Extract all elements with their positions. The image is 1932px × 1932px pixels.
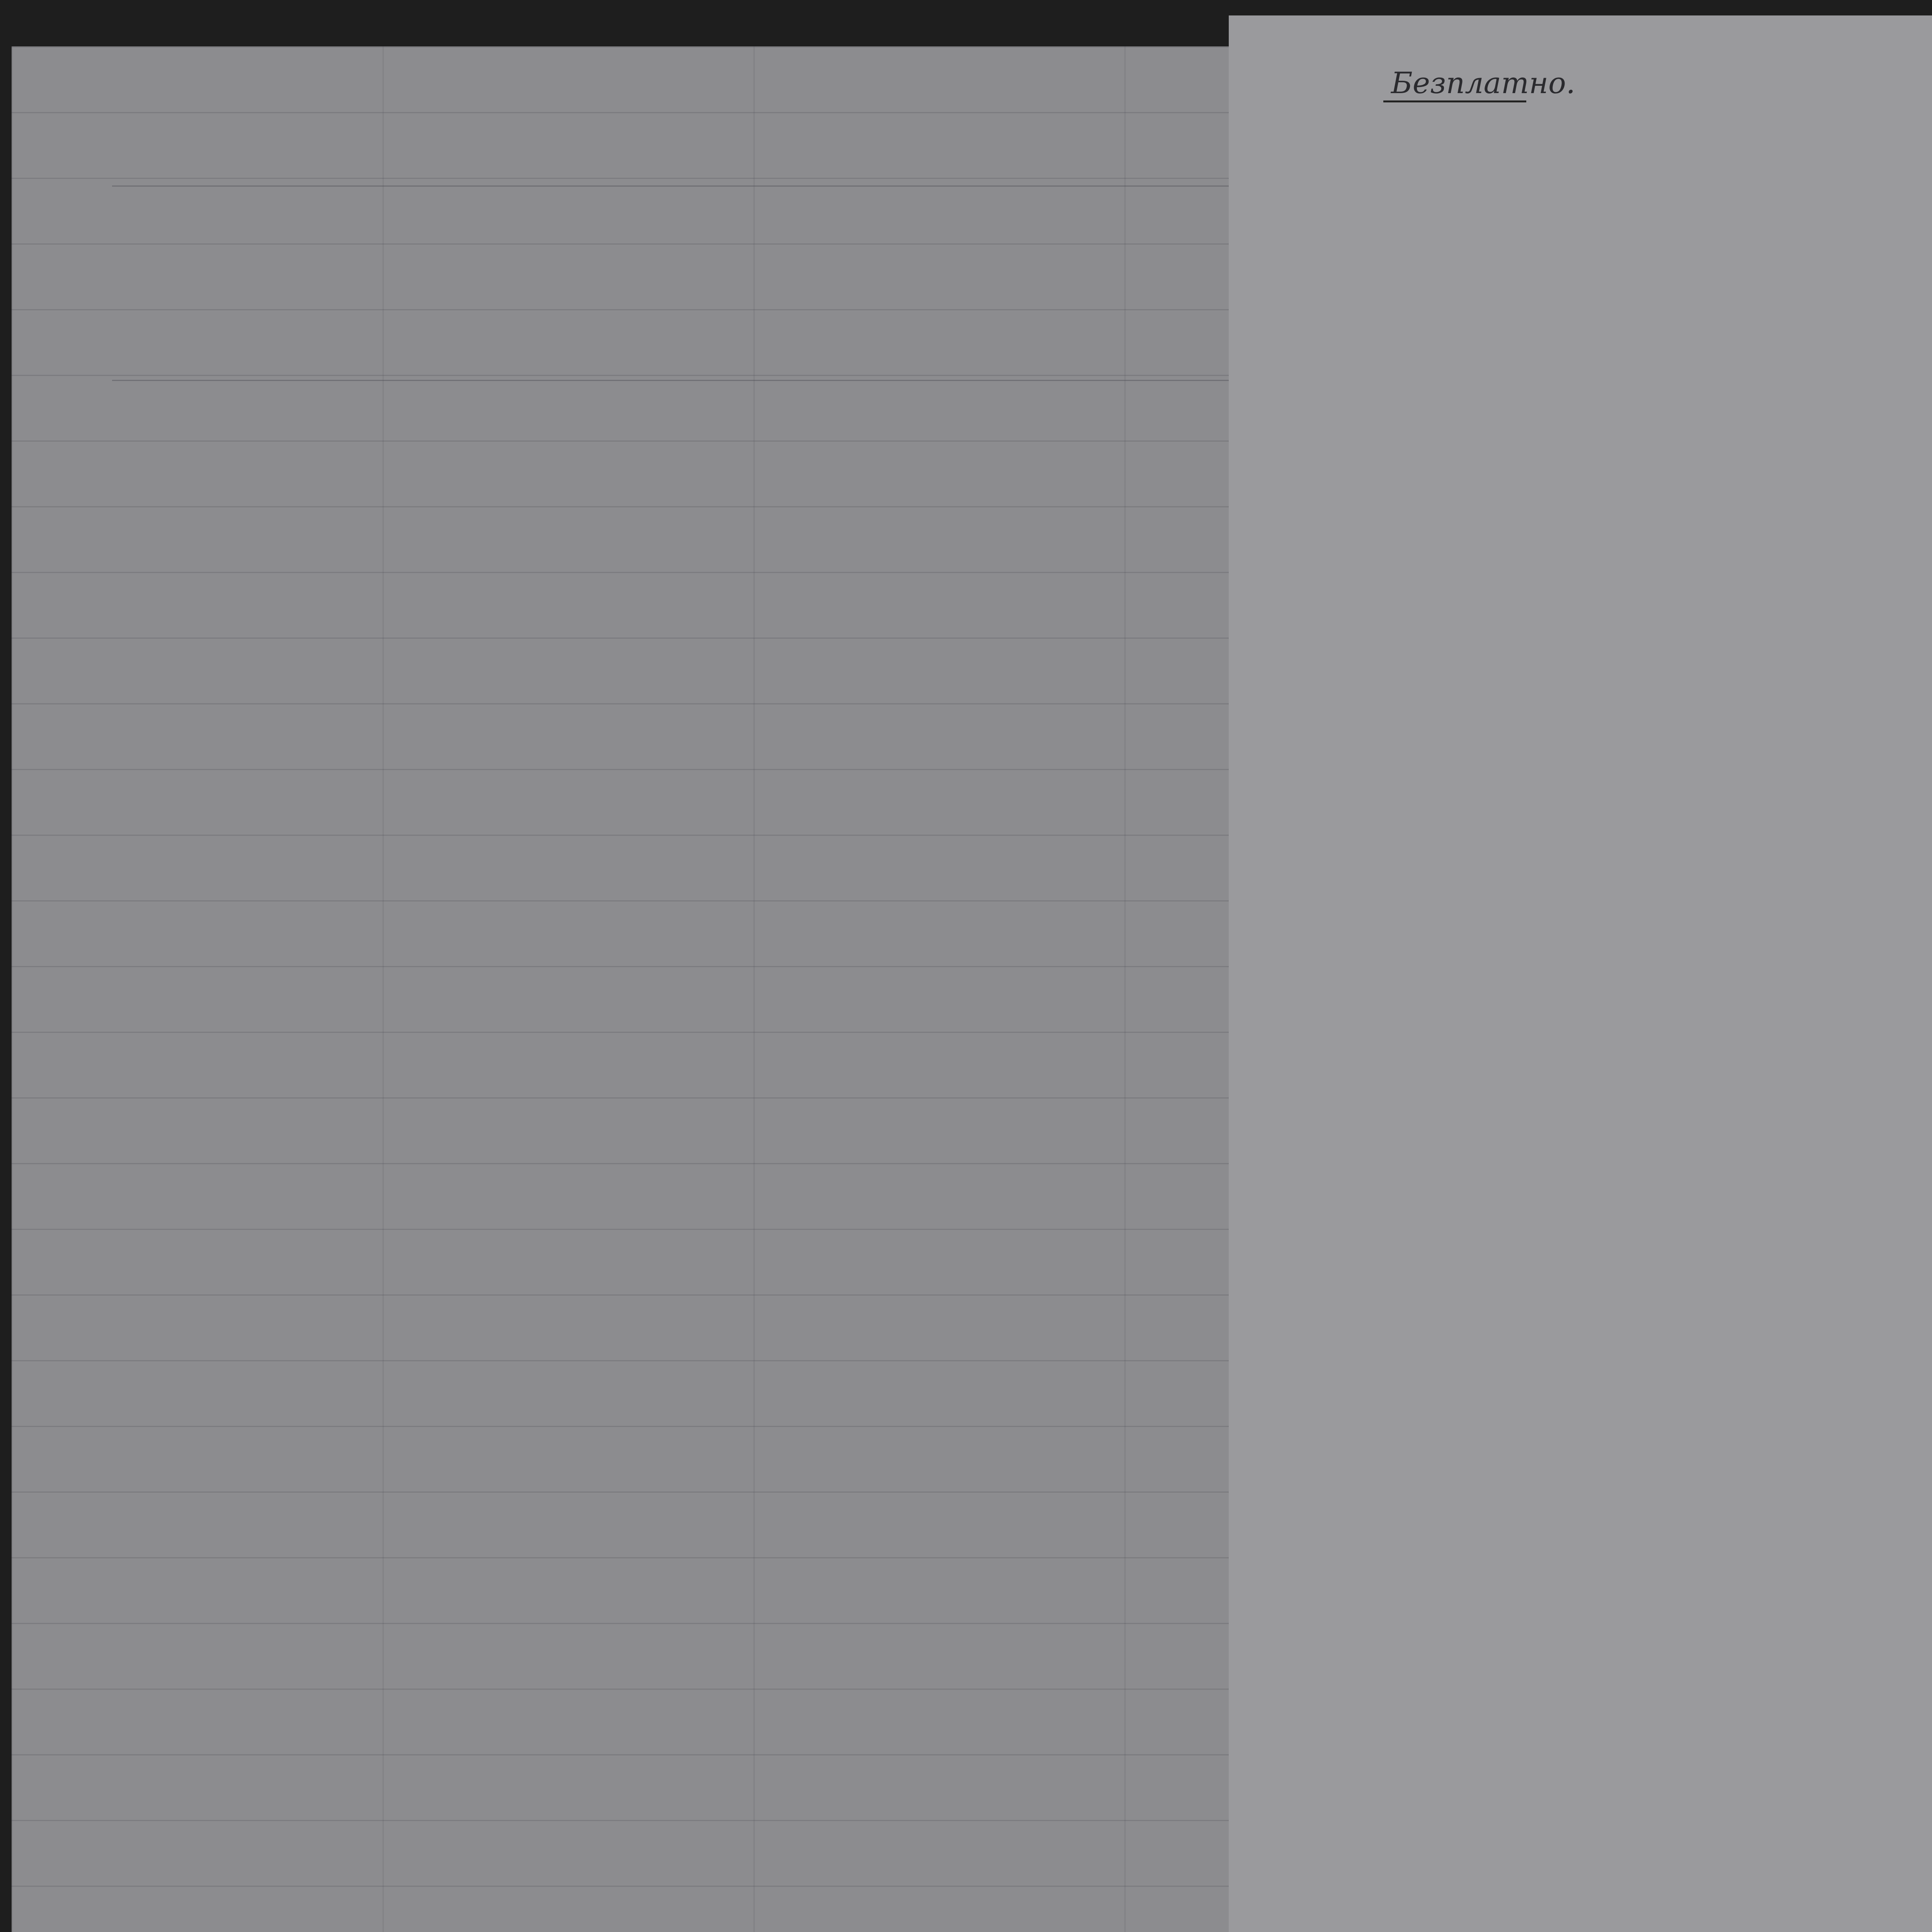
free-label: Безплатно. — [1391, 66, 1575, 100]
free-underline — [1383, 100, 1526, 102]
bleed-through-table — [112, 185, 1252, 381]
census-form-page — [1229, 15, 1932, 1932]
left-page — [12, 46, 1281, 1932]
